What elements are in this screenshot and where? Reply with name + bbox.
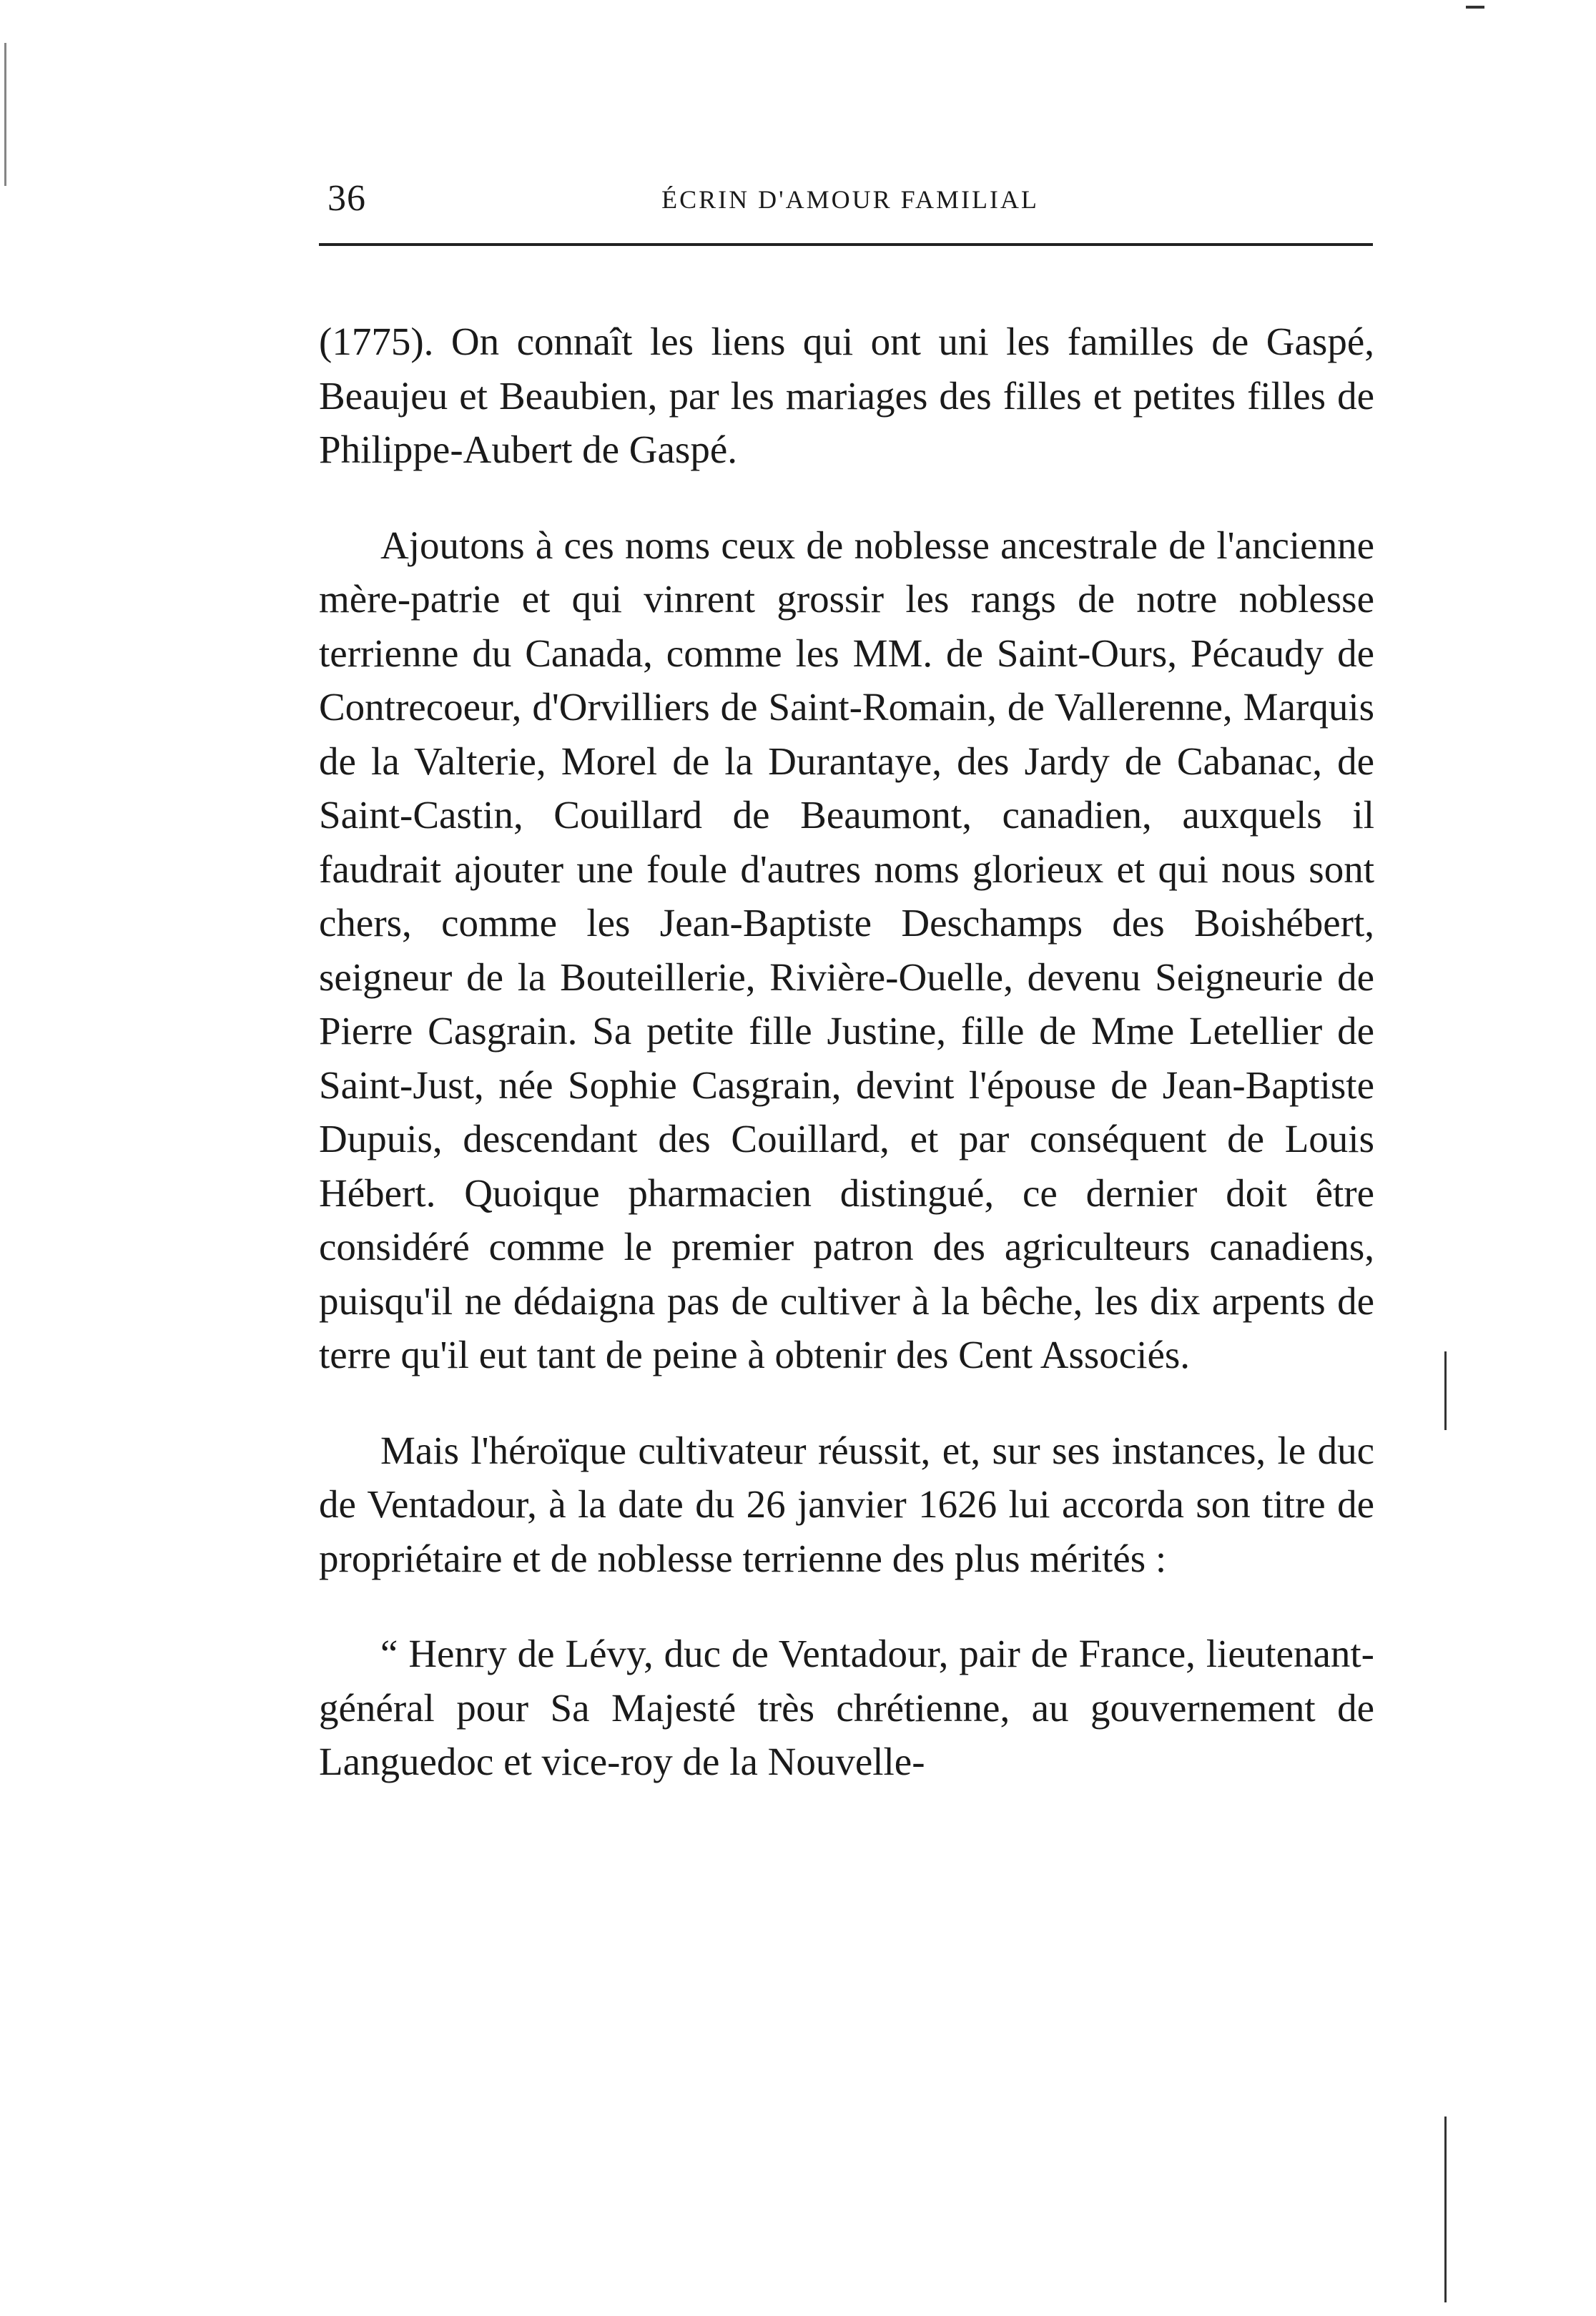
paragraph-4-quote: “ Henry de Lévy, duc de Ventadour, pair de France, lieutenant-général pour Sa Majesté très chrétienne, au gouvernement de Languedoc et vice-roy de la Nouvelle- — [319, 1632, 1374, 1783]
paragraph-3: Mais l'héroïque cultivateur réussit, et, sur ses instances, le duc de Ventadour, à la date du 26 janvier 1626 lui accorda son titre de propriétaire et de noblesse terrienne des plus mérités : — [319, 1428, 1374, 1580]
paragraph-1: (1775). On connaît les liens qui ont uni les familles de Gaspé, Beaujeu et Beaubien, par les mariages des filles et petites filles de Philippe-Aubert de Gaspé. — [319, 320, 1374, 471]
page-number: 36 — [327, 178, 366, 219]
scan-edge-mark-right-2 — [1444, 2117, 1447, 2302]
page-header — [327, 169, 1373, 226]
paragraph-2: Ajoutons à ces noms ceux de noblesse ancestrale de l'ancienne mère-patrie et qui vinrent grossir les rangs de notre noblesse terrienne du Canada, comme les MM. de Saint-Ours, Pécaudy de Contrecoeur, d'Orvilliers de Saint-Romain, de Vallerenne, Marquis de la Valterie, Morel de la Durantaye, des Jardy de Cabanac, de Saint-Castin, Couillard de Beaumont, canadien, auxquels il faudrait ajouter une foule d'autres noms glorieux et qui nous sont chers, comme les Jean-Baptiste Deschamps des Boishébert, seigneur de la Bouteillerie, Rivière-Ouelle, devenu Seigneurie de Pierre Casgrain. Sa petite fille Justine, fille de Mme Letellier de Saint-Just, née Sophie Casgrain, devint l'épouse de Jean-Baptiste Dupuis, descendant des Couillard, et par conséquent de Louis Hébert. Quoique pharmacien distingué, ce dernier doit être considéré comme le premier patron des agriculteurs canadiens, puisqu'il ne dédaigna pas de cultiver à la bêche, les dix arpents de terre qu'il eut tant de peine à obtenir des Cent Associés. — [319, 523, 1374, 1376]
running-title: ÉCRIN D'AMOUR FAMILIAL — [661, 185, 1039, 214]
header-rule — [319, 243, 1373, 246]
body-text — [319, 315, 1374, 1789]
scan-edge-mark-top-right — [1466, 6, 1484, 9]
scan-edge-mark-right-1 — [1444, 1351, 1447, 1430]
scan-edge-mark-left — [4, 43, 6, 186]
